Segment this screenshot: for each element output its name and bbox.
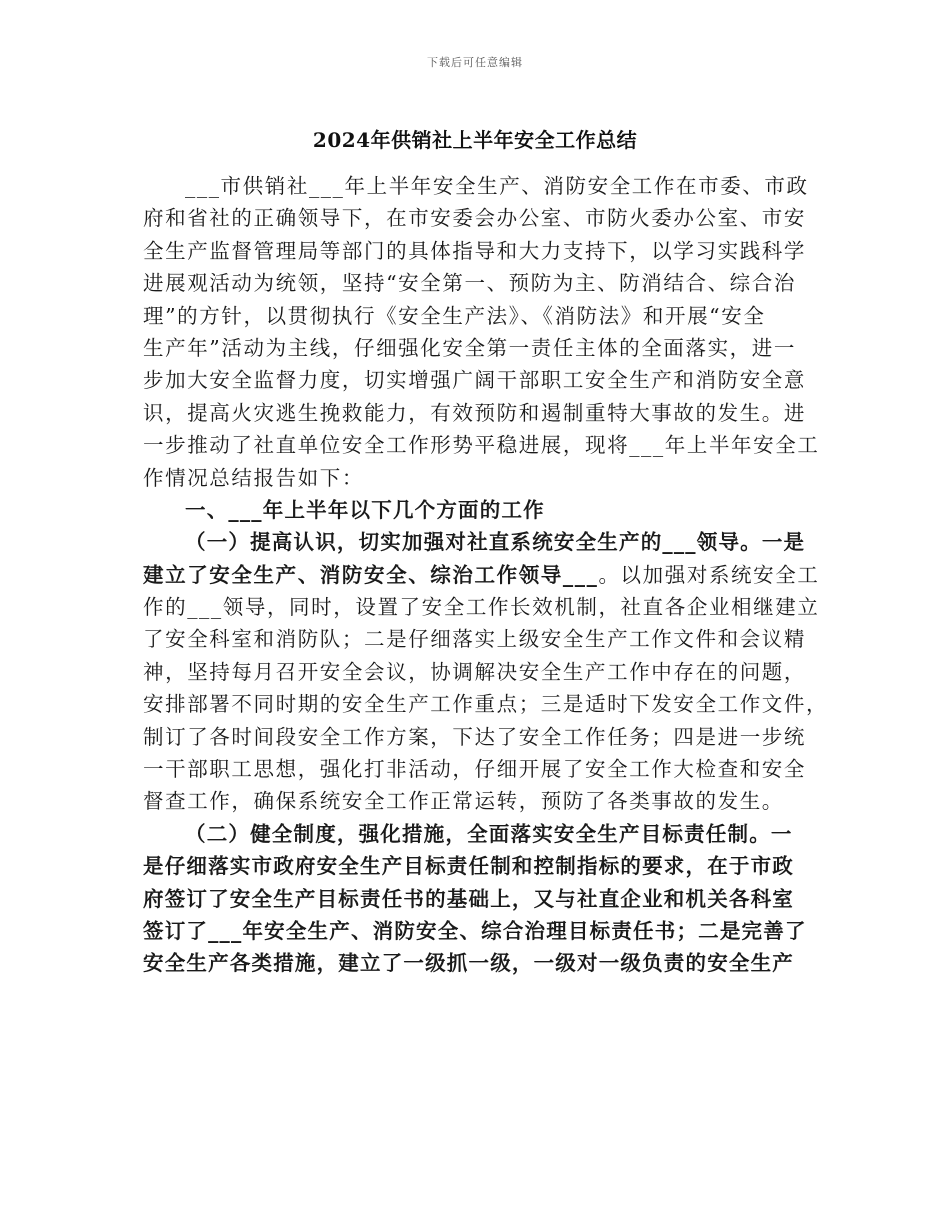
paragraph-line: 全生产监督管理局等部门的具体指导和大力支持下，以学习实践科学	[143, 238, 806, 263]
paragraph-line: 是仔细落实市政府安全生产目标责任制和控制指标的要求，在于市政	[143, 854, 794, 879]
paragraph-line: （一）提高认识，切实加强对社直系统安全生产的___领导。一是	[185, 530, 806, 555]
paragraph-line: 安排部署不同时期的安全生产工作重点；三是适时下发安全工作文件，	[143, 692, 829, 717]
paragraph-line: 府和省社的正确领导下，在市安委会办公室、市防火委办公室、市安	[143, 206, 806, 231]
paragraph-line: 了安全科室和消防队；二是仔细落实上级安全生产工作文件和会议精	[143, 627, 806, 652]
paragraph-line: 安全生产各类措施，建立了一级抓一级，一级对一级负责的安全生产	[143, 951, 794, 976]
paragraph-line: 一步推动了社直单位安全工作形势平稳进展，现将___年上半年安全工	[143, 433, 820, 458]
normal-segment: 。以加强对系统安全工	[598, 562, 820, 587]
document-body	[143, 170, 829, 980]
paragraph-line: （二）健全制度，强化措施，全面落实安全生产目标责任制。一	[185, 821, 793, 846]
paragraph-line: 神，坚持每月召开安全会议，协调解决安全生产工作中存在的问题，	[143, 659, 806, 684]
paragraph-line: 制订了各时间段安全工作方案，下达了安全工作任务；四是进一步统	[143, 724, 806, 749]
paragraph-line: 步加大安全监督力度，切实增强广阔干部职工安全生产和消防安全意	[143, 368, 806, 393]
paragraph-line	[143, 559, 820, 591]
paragraph-line: 作的___领导，同时，设置了安全工作长效机制，社直各企业相继建立	[143, 595, 820, 620]
paragraph-line: 识，提高火灾逃生挽救能力，有效预防和遏制重特大事故的发生。进	[143, 400, 806, 425]
paragraph-line: 理”的方针，以贯彻执行《安全生产法》、《消防法》和开展“安全	[143, 303, 766, 328]
paragraph-line: 一、___年上半年以下几个方面的工作	[185, 497, 545, 522]
paragraph-line: 府签订了安全生产目标责任书的基础上，又与社直企业和机关各科室	[143, 886, 794, 911]
bold-segment: 建立了安全生产、消防安全、综治工作领导___	[143, 562, 599, 587]
paragraph-line: ___市供销社___年上半年安全生产、消防安全工作在市委、市政	[185, 174, 809, 198]
page-header: 下载后可任意编辑	[427, 56, 523, 69]
paragraph-line: 生产年”活动为主线，仔细强化安全第一责任主体的全面落实，进一	[143, 335, 796, 360]
document-title: 2024年供销社上半年安全工作总结	[312, 128, 638, 152]
paragraph-line: 督查工作，确保系统安全工作正常运转，预防了各类事故的发生。	[143, 789, 784, 814]
paragraph-line: 签订了___年安全生产、消防安全、综合治理目标责任书；二是完善了	[143, 918, 807, 943]
paragraph-line: 一干部职工思想，强化打非活动，仔细开展了安全工作大检查和安全	[143, 757, 806, 782]
paragraph-line: 进展观活动为统领，坚持“安全第一、预防为主、防消结合、综合治	[143, 271, 796, 296]
paragraph-line: 作情况总结报告如下：	[143, 465, 364, 490]
